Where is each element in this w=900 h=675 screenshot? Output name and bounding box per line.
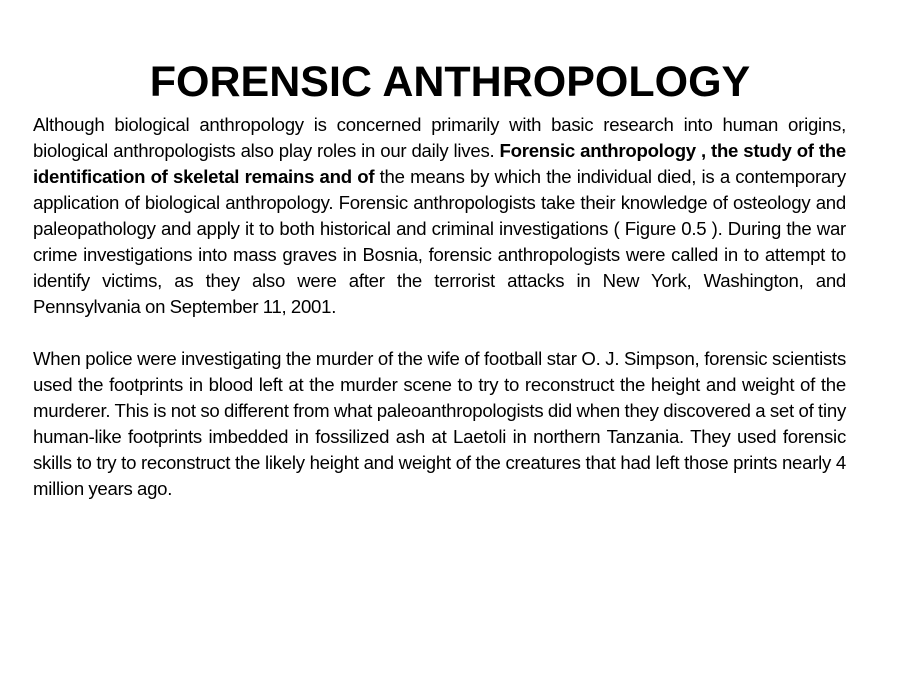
forensic-anthropology-definition: Forensic anthropology , the study of the identification of skeletal remains and of [33, 140, 846, 187]
paragraph-1-rest: the means by which the individual died, is a contemporary application of biological anthropology. Forensic anthropologists take their knowledge of osteology and paleopathology and apply it to both historical and criminal investigations ( Figure 0.5 ). During the war crime investigations into mass graves in Bosnia, forensic anthropologists were called in to attempt to identify victims, as they also were after the terrorist attacks in New York, Washington, and Pennsylvania on September 11, 2001. [33, 166, 846, 317]
paragraph-2: When police were investigating the murder of the wife of football star O. J. Simpson, forensic scientists used the footprints in blood left at the murder scene to try to reconstruct the height and weight of the murderer. This is not so different from what paleoanthropologists did when they discovered a set of tiny human-like footprints imbedded in fossilized ash at Laetoli in northern Tanzania. They used forensic skills to try to reconstruct the likely height and weight of the creatures that had left those prints nearly 4 million years ago. [33, 348, 846, 499]
slide-body [33, 112, 846, 502]
paragraph-1-intro: Although biological anthropology is concerned primarily with basic research into human origins, biological anthropologists also play roles in our daily lives. [33, 114, 846, 161]
paragraph-1 [33, 112, 846, 320]
slide-title: FORENSIC ANTHROPOLOGY [149, 58, 751, 106]
